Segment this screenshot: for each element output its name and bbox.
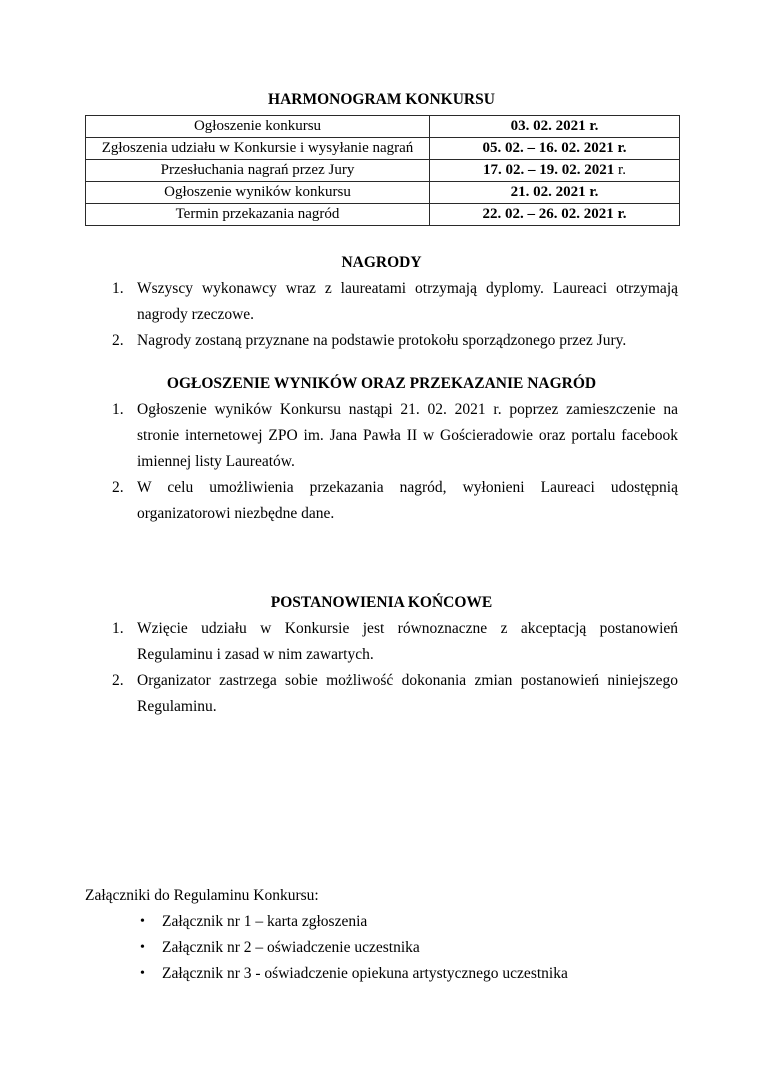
section-heading-ogloszenie-wynikow: OGŁOSZENIE WYNIKÓW ORAZ PRZEKAZANIE NAGRÓD [166,375,597,392]
list-item [85,668,678,720]
schedule-date: 05. 02. – 16. 02. 2021 r. [482,140,627,156]
page-title: HARMONOGRAM KONKURSU [268,91,495,108]
list-item [85,328,678,354]
schedule-date: 21. 02. 2021 r. [510,184,599,200]
attachment-item-text: Załącznik nr 1 – karta zgłoszenia [162,913,368,930]
table-row [86,182,680,204]
schedule-date-cell [430,204,680,226]
ogloszenie-list [85,397,678,527]
schedule-label-cell: Ogłoszenie wyników konkursu [86,182,430,204]
list-item-number: 1. [112,620,124,637]
table-row [86,138,680,160]
attachments-intro: Załączniki do Regulaminu Konkursu: [85,887,319,904]
attachment-item [85,961,678,987]
list-item [85,276,678,328]
table-row [86,204,680,226]
list-item-text: Organizator zastrzega sobie możliwość dokonania zmian postanowień niniejszego Regulaminu. [137,672,678,715]
attachment-item [85,935,678,961]
schedule-date-cell [430,182,680,204]
schedule-label-cell: Zgłoszenia udziału w Konkursie i wysyłanie nagrań [86,138,430,160]
schedule-date: 17. 02. – 19. 02. 2021 [483,162,615,178]
bullet-icon: • [140,914,145,929]
attachment-item-text: Załącznik nr 3 - oświadczenie opiekuna artystycznego uczestnika [162,965,568,982]
schedule-label-cell: Ogłoszenie konkursu [86,116,430,138]
schedule-date-suffix: r. [614,162,626,178]
schedule-label-cell: Przesłuchania nagrań przez Jury [86,160,430,182]
list-item [85,397,678,475]
attachment-item-text: Załącznik nr 2 – oświadczenie uczestnika [162,939,420,956]
list-item-number: 2. [112,479,124,496]
list-item-text: W celu umożliwienia przekazania nagród, wyłonieni Laureaci udostępnią organizatorowi niezbędne dane. [137,479,678,522]
list-item-number: 2. [112,672,124,689]
postanowienia-list [85,616,678,720]
schedule-date: 03. 02. 2021 r. [510,118,599,134]
list-item-number: 1. [112,401,124,418]
list-item-text: Ogłoszenie wyników Konkursu nastąpi 21. 02. 2021 r. poprzez zamieszczenie na stronie internetowej ZPO im. Jana Pawła II w Gościeradowie oraz portalu facebook imiennej listy Laureatów. [137,401,678,470]
list-item-number: 2. [112,332,124,349]
list-item-number: 1. [112,280,124,297]
schedule-date-cell [430,160,680,182]
schedule-table [85,115,680,226]
list-item [85,475,678,527]
list-item-text: Wszyscy wykonawcy wraz z laureatami otrzymają dyplomy. Laureaci otrzymają nagrody rzeczowe. [137,280,678,323]
table-row [86,116,680,138]
section-heading-nagrody: NAGRODY [341,254,422,271]
list-item-text: Wzięcie udziału w Konkursie jest równoznaczne z akceptacją postanowień Regulaminu i zasad w nim zawartych. [137,620,678,663]
list-item-text: Nagrody zostaną przyznane na podstawie protokołu sporządzonego przez Jury. [137,332,627,349]
nagrody-list [85,276,678,354]
table-row [86,160,680,182]
schedule-date-cell [430,116,680,138]
section-heading-postanowienia-koncowe: POSTANOWIENIA KOŃCOWE [270,594,493,611]
document-content [85,0,678,987]
schedule-label-cell: Termin przekazania nagród [86,204,430,226]
schedule-date: 22. 02. – 26. 02. 2021 r. [482,206,627,222]
schedule-date-cell [430,138,680,160]
attachment-item [85,909,678,935]
list-item [85,616,678,668]
bullet-icon: • [140,966,145,981]
bullet-icon: • [140,940,145,955]
attachments-list [85,909,678,987]
